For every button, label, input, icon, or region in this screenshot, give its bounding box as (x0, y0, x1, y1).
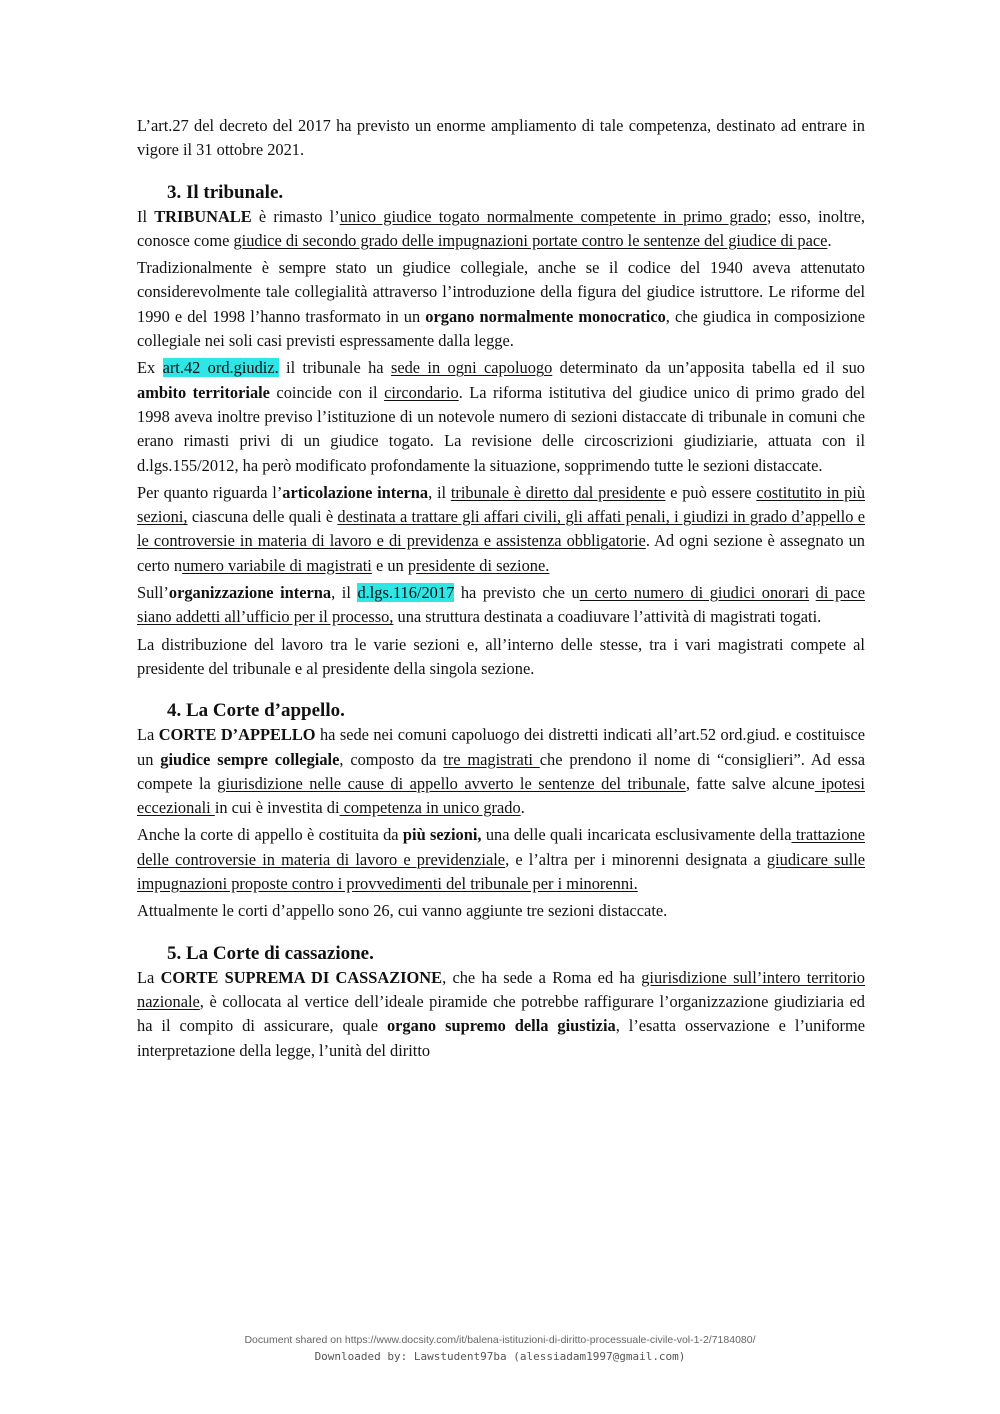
section-heading-cassazione: 5. La Corte di cassazione. (167, 942, 374, 964)
tribunale-paragraph-5: Sull’organizzazione interna, il d.lgs.116/2017 ha previsto che un certo numero di giudici onorari di pace siano addetti all’ufficio per il processo, una struttura destinata a coadiuvare l’attività di magistrati togati. (137, 583, 865, 627)
appello-paragraph-2: Anche la corte di appello è costituita da più sezioni, una delle quali incaricata esclusivamente della trattazione delle controversie in materia di lavoro e previdenziale, e l’altra per i minorenni designata a giudicare sulle impugnazioni proposte contro i provvedimenti del tribunale per i minorenni. (137, 825, 866, 894)
tribunale-paragraph-1: Il TRIBUNALE è rimasto l’unico giudice togato normalmente competente in primo grado; esso, inoltre, conosce come giudice di secondo grado delle impugnazioni portate contro le sentenze del giudice di pace. (137, 206, 865, 250)
footer-downloaded-by: Downloaded by: Lawstudent97ba (alessiadam1997@gmail.com) (314, 1350, 686, 1363)
tribunale-paragraph-4: Per quanto riguarda l’articolazione interna, il tribunale è diretto dal presidente e può essere costitutito in più sezioni, ciascuna delle quali è destinata a trattare gli affari civili, gli affati penali, i giudizi in grado d’appello e le controversie in materia di lavoro e di previdenza e assistenza obbligatorie. Ad ogni sezione è assegnato un certo numero variabile di magistrati e un presidente di sezione. (137, 482, 866, 575)
tribunale-paragraph-2: Tradizionalmente è sempre stato un giudice collegiale, anche se il codice del 1940 aveva attenutato considerevolmente tale collegialità attraverso l’introduzione della figura del giudice istruttore. Le riforme del 1990 e del 1998 l’hanno trasformato in un organo normalmente monocratico, che giudica in composizione collegiale nei soli casi previsti espressamente dalla legge. (137, 258, 866, 351)
appello-paragraph-3: Attualmente le corti d’appello sono 26, cui vanno aggiunte tre sezioni distaccate. (137, 901, 668, 921)
section-heading-tribunale: 3. Il tribunale. (167, 181, 284, 203)
cassazione-paragraph-1: La CORTE SUPREMA DI CASSAZIONE, che ha sede a Roma ed ha giurisdizione sull’intero territorio nazionale, è collocata al vertice dell’ideale piramide che potrebbe raffigurare l’organizzazione giudiziaria ed ha il compito di assicurare, quale organo supremo della giustizia, l’esatta osservazione e l’uniforme interpretazione della legge, l’unità del diritto (137, 967, 865, 1060)
highlight-dlgs116: d.lgs.116/2017 (357, 583, 455, 603)
tribunale-paragraph-6: La distribuzione del lavoro tra le varie sezioni e, all’interno delle stesse, tra i vari magistrati compete al presidente del tribunale e al presidente della singola sezione. (137, 634, 865, 678)
tribunale-paragraph-3: Ex art.42 ord.giudiz. il tribunale ha sede in ogni capoluogo determinato da un’apposita tabella ed il suo ambito territoriale coincide con il circondario. La riforma istitutiva del giudice unico di primo grado del 1998 aveva inoltre previso l’istituzione di un notevole numero di sezioni distaccate di tribunale in comuni che erano rimasti privi di un giudice togato. La revisione delle circoscrizioni giudiziarie, attuata con il d.lgs.155/2012, ha però modificato profondamente la situazione, sopprimendo tutte le sezioni distaccate. (137, 358, 865, 475)
highlight-art42: art.42 ord.giudiz. (162, 358, 279, 378)
document-page (137, 114, 865, 1066)
footer-shared-link[interactable]: Document shared on https://www.docsity.com/it/balena-istituzioni-di-diritto-processuale-civile-vol-1-2/7184080/ (244, 1334, 756, 1346)
appello-paragraph-1: La CORTE D’APPELLO ha sede nei comuni capoluogo dei distretti indicati all’art.52 ord.giud. e costituisce un giudice sempre collegiale, composto da tre magistrati che prendono il nome di “consiglieri”. Ad essa compete la giurisdizione nelle cause di appello avverto le sentenze del tribunale, fatte salve alcune ipotesi eccezionali in cui è investita di competenza in unico grado. (137, 725, 866, 818)
section-heading-corte-appello: 4. La Corte d’appello. (167, 700, 345, 722)
intro-paragraph: L’art.27 del decreto del 2017 ha previsto un enorme ampliamento di tale competenza, destinato ad entrare in vigore il 31 ottobre 2021. (137, 116, 865, 160)
